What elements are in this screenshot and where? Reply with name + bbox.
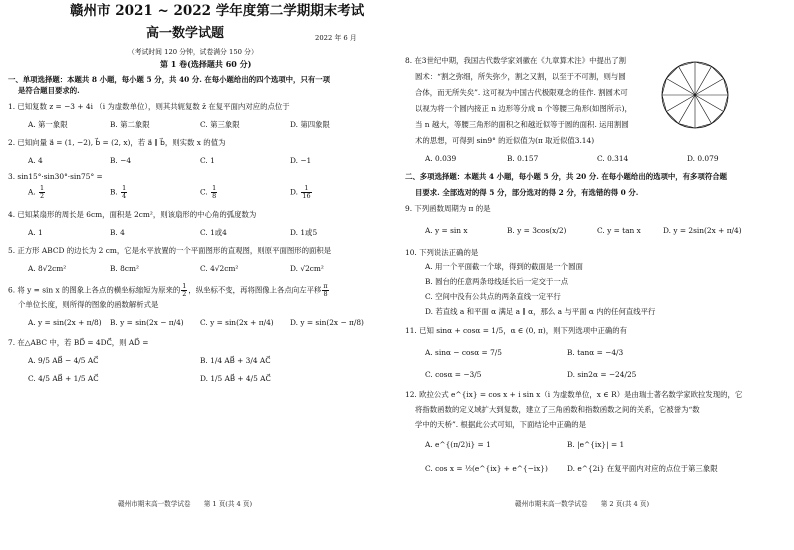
- question-8-line6: 术的思想，可得到 sin9° 的近似值为(π 取近似值3.14): [415, 136, 595, 145]
- q4-option-b: B. 4: [110, 228, 125, 237]
- q11-option-c: C. cosα = −3/5: [425, 370, 482, 379]
- q4-option-a: A. 1: [28, 228, 43, 237]
- section2-instructions-line2: 目要求. 全部选对的得 5 分，部分选对的得 2 分，有选错的得 0 分.: [415, 188, 639, 197]
- section1-instructions-line1: 一、单项选择题：本题共 8 小题，每小题 5 分，共 40 分. 在每小题给出的四个选项中，只有一项: [8, 75, 331, 84]
- exam-date: 2022 年 6 月: [315, 34, 357, 42]
- q12-option-a: A. e^{(π/2)i} = 1: [425, 440, 491, 449]
- q5-option-b: B. 8cm²: [110, 264, 139, 273]
- q9-option-a: A. y = sin x: [425, 226, 468, 235]
- q10-option-d: D. 若直线 a 和平面 α 满足 a ∥ α，那么 a 与平面 α 内的任何直线平行: [425, 307, 656, 316]
- exam-page-2: [397, 0, 794, 550]
- q3-option-c: C. $\frac{1}{8}$: [200, 184, 217, 200]
- polygon-spoke: [695, 66, 712, 95]
- q11-option-d: D. sin2α = −24/25: [567, 370, 637, 379]
- question-3: 3. sin15°·sin30°·sin75° =: [8, 172, 103, 181]
- q4-option-c: C. 1或4: [200, 228, 227, 237]
- q8-option-b: B. 0.157: [507, 154, 539, 163]
- question-5: 5. 正方形 ABCD 的边长为 2 cm，它是水平放置的一个平面图形的直观图，则原平面图形的面积是: [8, 246, 332, 255]
- polygon-spoke: [695, 79, 724, 96]
- q1-option-a: A. 第一象限: [28, 120, 68, 129]
- q12-option-b: B. |e^{ix}| = 1: [567, 440, 625, 449]
- q10-option-c: C. 空间中没有公共点的两条直线一定平行: [425, 292, 561, 301]
- section2-instructions-line1: 二、多项选择题：本题共 4 小题，每小题 5 分，共 20 分. 在每小题给出的选项中，有多项符合题: [405, 172, 728, 181]
- q6-option-a: A. y = sin(2x + π/8): [28, 318, 102, 327]
- q9-option-d: D. y = 2sin(2x + π/4): [663, 226, 742, 235]
- q2-option-c: C. 1: [200, 156, 215, 165]
- polygon-spoke: [695, 95, 724, 112]
- q3-option-d: D. $\frac{1}{16}$: [290, 184, 311, 200]
- q9-option-b: B. y = 3cos(x/2): [507, 226, 567, 235]
- question-8-line4: 以视为将一个圆内接正 n 边形等分成 n 个等腰三角形(如图所示)，: [415, 104, 632, 113]
- q5-option-d: D. √2cm²: [290, 264, 324, 273]
- polygon-spoke: [666, 95, 695, 112]
- q7-option-a: A. 9/5 AB⃗ − 4/5 AC⃗: [28, 356, 99, 365]
- q1-option-c: C. 第三象限: [200, 120, 240, 129]
- q7-option-d: D. 1/5 AB⃗ + 4/5 AC⃗: [200, 374, 271, 383]
- question-7: 7. 在△ABC 中，若 BD⃗ = 4DC⃗，则 AD⃗ =: [8, 338, 149, 347]
- inscribed-polygon-figure: [659, 59, 731, 131]
- volume-heading: 第 1 卷(选择题共 60 分): [160, 59, 252, 69]
- q4-option-d: D. 1或5: [290, 228, 318, 237]
- polygon-spoke: [679, 95, 696, 124]
- q1-option-d: D. 第四象限: [290, 120, 330, 129]
- q7-option-c: C. 4/5 AB⃗ + 1/5 AC⃗: [28, 374, 99, 383]
- q1-option-b: B. 第二象限: [110, 120, 150, 129]
- exam-title: 赣州市 2021 ~ 2022 学年度第二学期期末考试: [70, 3, 365, 19]
- q8-option-c: C. 0.314: [597, 154, 629, 163]
- question-9: 9. 下列函数周期为 π 的是: [405, 204, 491, 213]
- question-2: 2. 已知向量 a⃗ = (1, −2), b⃗ = (2, x)，若 a⃗ ∥ b⃗，则实数 x 的值为: [8, 138, 226, 147]
- question-6: 6. 将 y = sin x 的图象上各点的横坐标缩短为原来的 $\frac{1}{2}$ ，纵坐标不变，再将图像上各点向左平移 $\frac{\pi}{8}$: [8, 282, 328, 298]
- q5-option-c: C. 4√2cm²: [200, 264, 239, 273]
- q9-option-c: C. y = tan x: [597, 226, 641, 235]
- exam-subtitle: 高一数学试题: [146, 26, 225, 41]
- q2-option-b: B. −4: [110, 156, 132, 165]
- question-12-line2: 将指数函数的定义域扩大到复数，建立了三角函数和指数函数之间的关系，它被誉为“数: [415, 405, 700, 414]
- q2-option-a: A. 4: [28, 156, 43, 165]
- q12-option-c: C. cos x = ½(e^{ix} + e^{−ix}): [425, 464, 548, 473]
- question-12-line3: 学中的天桥”. 根据此公式可知，下面结论中正确的是: [415, 420, 587, 429]
- q2-option-d: D. −1: [290, 156, 312, 165]
- q6-option-d: D. y = sin(2x − π/8): [290, 318, 364, 327]
- q12-option-d: D. e^{2i} 在复平面内对应的点位于第三象限: [567, 464, 718, 473]
- q6-option-c: C. y = sin(2x + π/4): [200, 318, 274, 327]
- question-10: 10. 下列说法正确的是: [405, 248, 479, 257]
- q11-option-b: B. tanα = −4/3: [567, 348, 624, 357]
- question-8-line2: 圆术：“割之弥细，所失弥少，割之又割，以至于不可割，则与圆: [415, 72, 626, 81]
- page-footer-2: 赣州市期末高一数学试卷 第 2 页(共 4 页): [515, 500, 650, 508]
- exam-info: （考试时间 120 分钟，试卷满分 150 分）: [128, 48, 258, 56]
- q10-option-a: A. 用一个平面截一个球，得到的截面是一个圆面: [425, 262, 583, 271]
- q6-option-b: B. y = sin(2x − π/4): [110, 318, 184, 327]
- question-11: 11. 已知 sinα + cosα = 1/5，α ∈ (0, π)，则下列选项中正确的有: [405, 326, 628, 335]
- q11-option-a: A. sinα − cosα = 7/5: [425, 348, 502, 357]
- question-8-line3: 合体，而无所失矣”. 这可视为中国古代极限观念的佳作. 割圆术可: [415, 88, 628, 97]
- q10-option-b: B. 圆台的任意两条母线延长后一定交于一点: [425, 277, 569, 286]
- q5-option-a: A. 8√2cm²: [28, 264, 67, 273]
- polygon-spoke: [695, 95, 712, 124]
- question-8-line1: 8. 在3世纪中期，我国古代数学家刘徽在《九章算术注》中提出了割: [405, 56, 627, 65]
- section1-instructions-line2: 是符合题目要求的.: [18, 86, 80, 95]
- question-6-line2: 个单位长度，则所得的图象的函数解析式是: [18, 300, 159, 309]
- question-12-line1: 12. 欧拉公式 e^{ix} = cos x + i sin x（i 为虚数单位，x ∈ R）是由瑞士著名数学家欧拉发现的，它: [405, 390, 743, 399]
- polygon-spoke: [666, 79, 695, 96]
- q7-option-b: B. 1/4 AB⃗ + 3/4 AC⃗: [200, 356, 271, 365]
- question-8-line5: 当 n 越大，等腰三角形的面积之和越近似等于圆的面积. 运用割圆: [415, 120, 629, 129]
- page-footer-1: 赣州市期末高一数学试卷 第 1 页(共 4 页): [118, 500, 253, 508]
- polygon-spoke: [679, 66, 696, 95]
- q3-option-b: B. $\frac{1}{4}$: [110, 184, 127, 200]
- q8-option-a: A. 0.039: [425, 154, 457, 163]
- q8-option-d: D. 0.079: [687, 154, 719, 163]
- q3-option-a: A. $\frac{1}{2}$: [28, 184, 45, 200]
- question-4: 4. 已知某扇形的周长是 6cm，面积是 2cm²，则该扇形的中心角的弧度数为: [8, 210, 257, 219]
- question-1: 1. 已知复数 z = −3 + 4i （i 为虚数单位），则其共轭复数 z̄ 在复平面内对应的点位于: [8, 102, 290, 111]
